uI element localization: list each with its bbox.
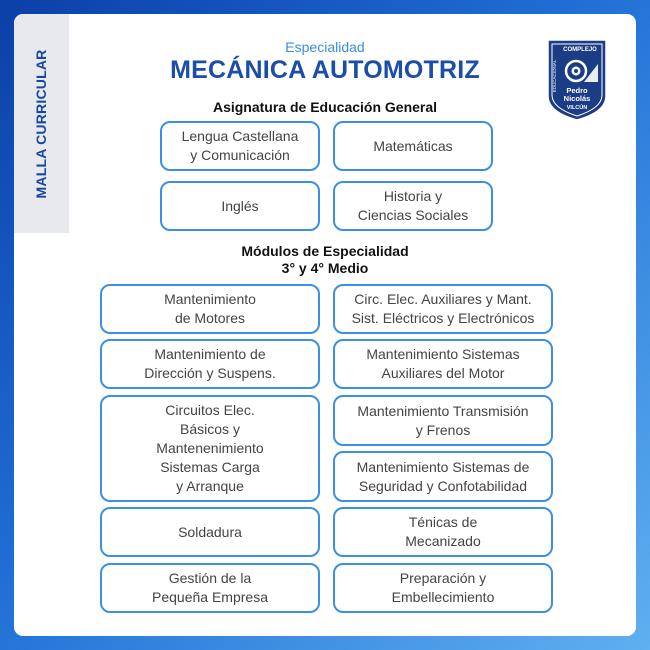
logo-name-line1: Pedro [566,86,588,95]
logo-bottom-text: VILCÚN [566,105,588,111]
subject-lengua: Lengua Castellana y Comunicación [160,121,320,171]
page-title: MECÁNICA AUTOMOTRIZ [170,56,480,84]
module-seguridad-confortabilidad: Mantenimiento Sistemas de Seguridad y Confotabilidad [333,451,553,502]
module-auxiliares-motor: Mantenimiento Sistemas Auxiliares del Motor [333,339,553,389]
module-transmision-frenos: Mantenimiento Transmisión y Frenos [333,395,553,446]
module-mecanizado: Ténicas de Mecanizado [333,507,553,557]
module-direccion-suspension: Mantenimiento de Dirección y Suspens. [100,339,320,389]
specialty-heading-line1: Módulos de Especialidad [241,243,409,259]
subject-matematicas: Matemáticas [333,121,493,171]
module-soldadura: Soldadura [100,507,320,557]
module-embellecimiento: Preparación y Embellecimiento [333,563,553,613]
page-subtitle: Especialidad [285,39,365,55]
module-circ-elec-auxiliares: Circ. Elec. Auxiliares y Mant. Sist. Eléctricos y Electrónicos [333,284,553,334]
subject-historia: Historia y Ciencias Sociales [333,181,493,231]
subject-ingles: Inglés [160,181,320,231]
general-heading: Asignatura de Educación General [212,99,438,115]
specialty-heading-line2: 3° y 4° Medio [281,260,369,276]
logo-name-line2: Nicolás [563,94,591,103]
logo-top-text: COMPLEJO [563,47,597,53]
logo-side-text: EDUCACIONAL [552,59,557,93]
module-motores: Mantenimiento de Motores [100,284,320,334]
module-pequena-empresa: Gestión de la Pequeña Empresa [100,563,320,613]
side-tab-label: MALLA CURRICULAR [33,49,49,199]
module-circuitos-basicos: Circuitos Elec. Básicos y Mantenenimiento Sistemas Carga y Arranque [100,395,320,502]
curriculum-card [14,14,636,636]
